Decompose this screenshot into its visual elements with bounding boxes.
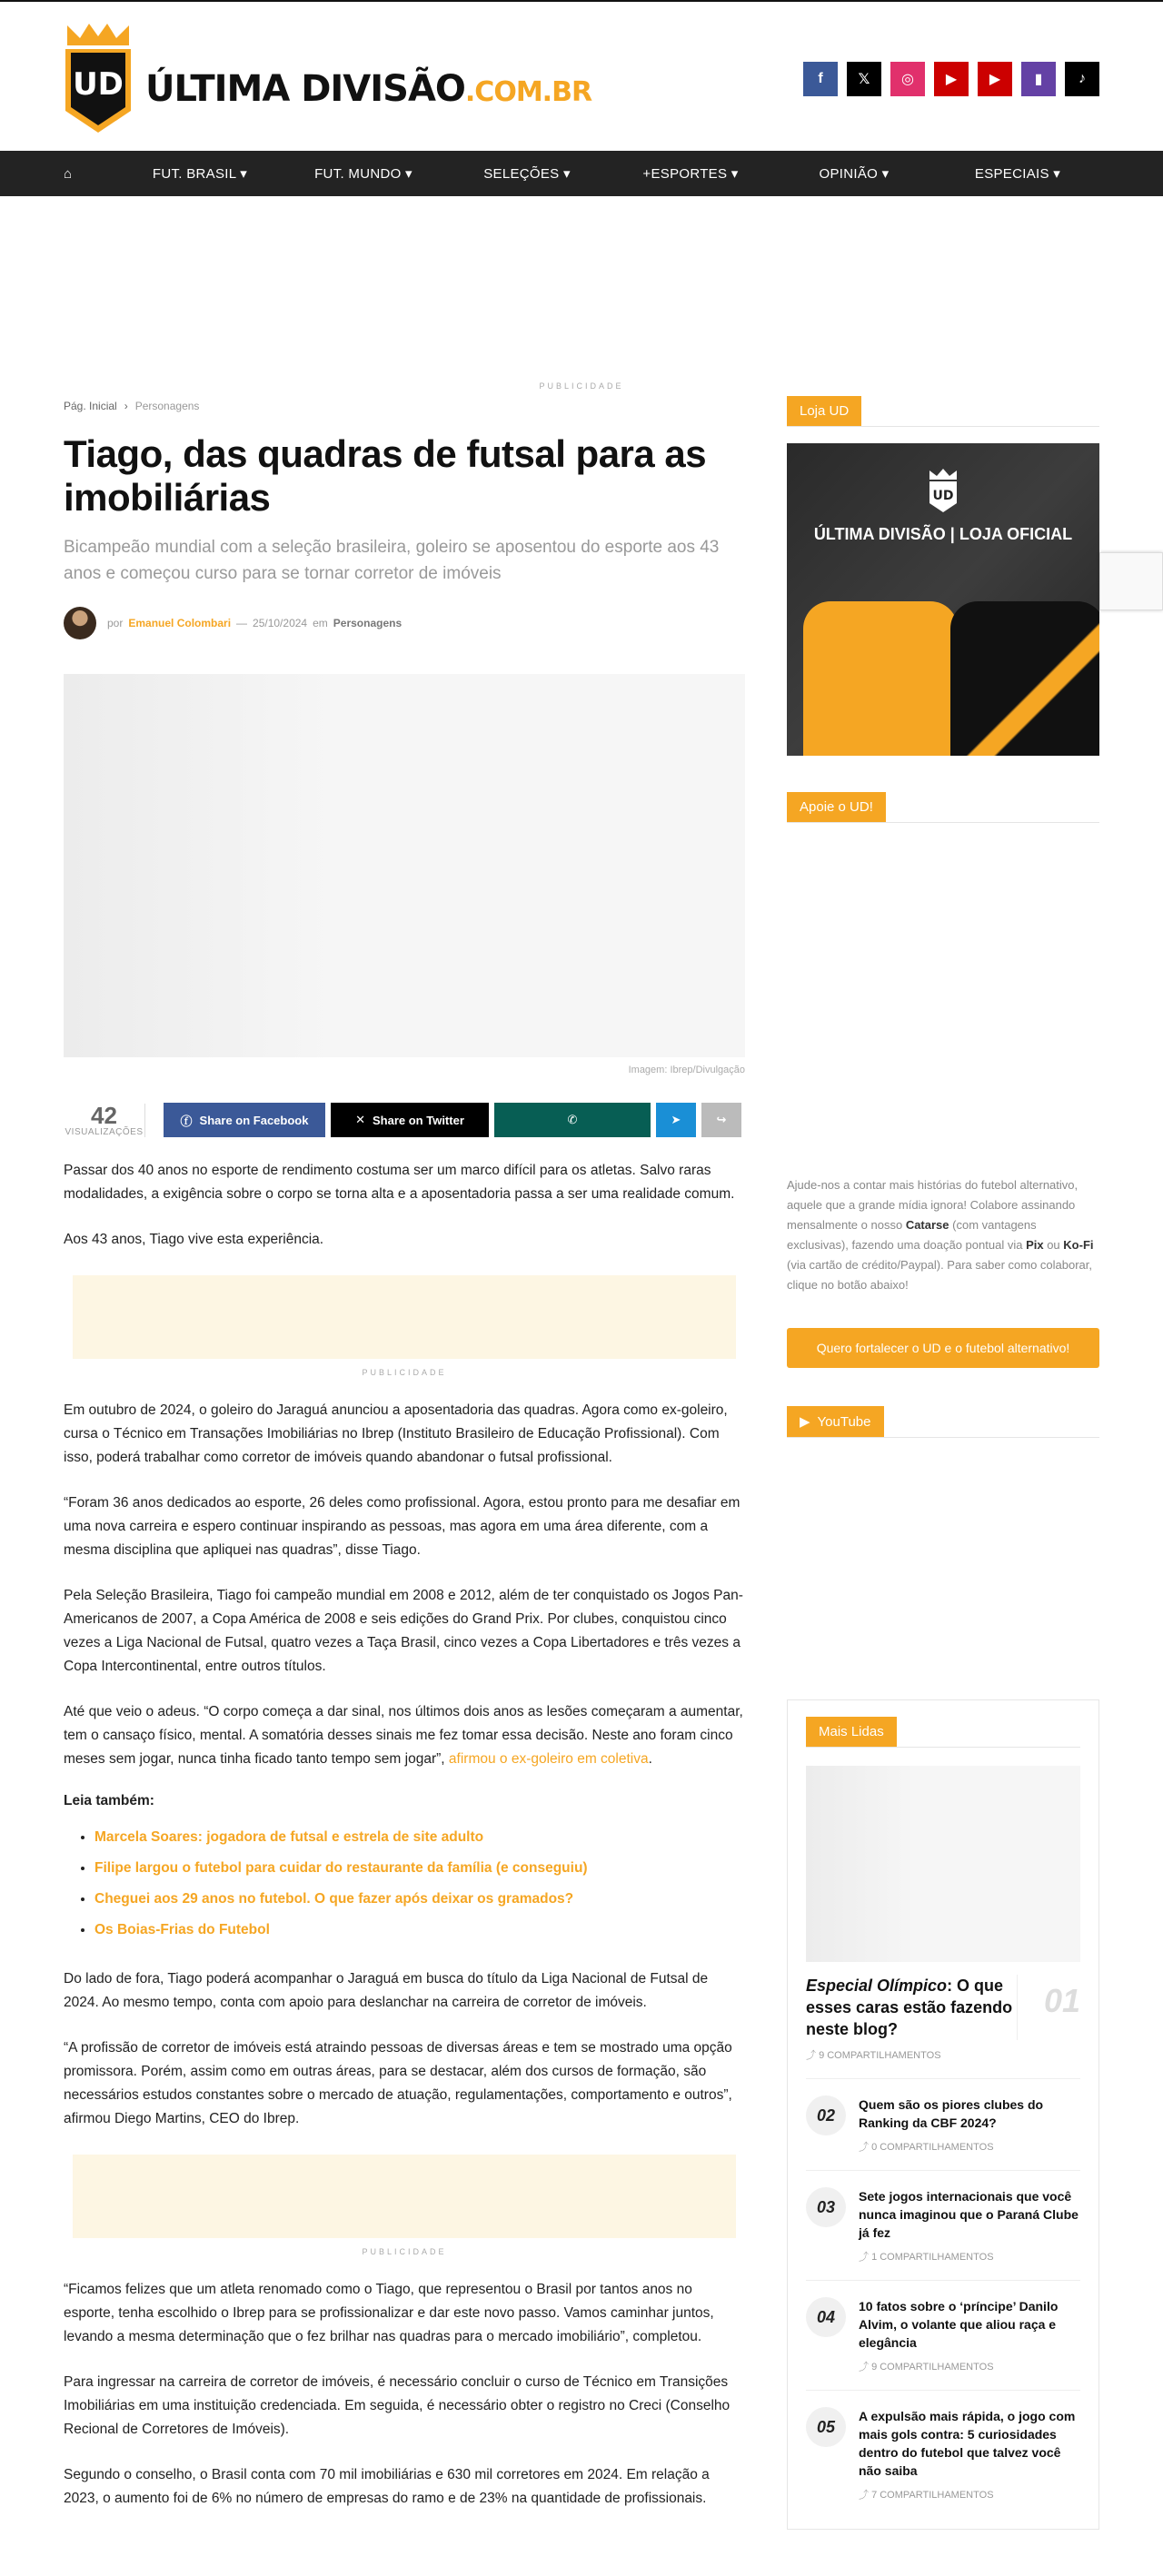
read-also-link[interactable]: • Os Boias-Frias do Futebol: [94, 1915, 745, 1946]
paragraph: Passar dos 40 anos no esporte de rendimento costuma ser um marco difícil para os atletas. Salvo raras modalidades, a exigência sobre o corpo se torna alta e a aposentadoria passa a ser uma realidade comum.: [64, 1163, 735, 1202]
read-also-link[interactable]: • Cheguei aos 29 anos no futebol. O que fazer após deixar os gramados?: [94, 1884, 745, 1915]
article-meta: [64, 607, 745, 639]
x-icon: ✕: [355, 1113, 365, 1126]
article-body: [64, 1159, 745, 2511]
share-twitter-button[interactable]: [331, 1103, 489, 1137]
telegram-icon: ➤: [671, 1113, 681, 1126]
share-icon: ↪: [716, 1113, 727, 1126]
paragraph: “Ficamos felizes que um atleta renomado como o Tiago, que representou o Brasil por tantos anos no esporte, tenha escolhido o Ibrep para se profissionalizar e dar este novo passo. Vamos caminhar juntos, levando a mesma determinação que o fez brilhar nas quadras para o mercado imobiliário”, completou.: [64, 2282, 714, 2344]
most-read-title-link[interactable]: [806, 1975, 1017, 2040]
author-link[interactable]: Emanuel Colombari: [128, 617, 232, 629]
site-logo[interactable]: [64, 20, 591, 136]
paragraph: Até que veio o adeus. “O corpo começa a dar sinal, nos últimos dois anos as lesões começaram a aumentar, tem o cansaço físico, mental. A somatória desses sinais me fez tomar essa decisão. Neste ano foram cinco meses sem jogar, nunca tinha ficado tanto tempo sem jogar”, afirmou o ex-goleiro em coletiva.: [64, 1704, 743, 1767]
share-count-text: 9 COMPARTILHAMENTOS: [871, 2362, 994, 2373]
share-icon: ⤴: [859, 2252, 869, 2263]
share-count: [859, 2359, 1080, 2373]
share-count-text: 0 COMPARTILHAMENTOS: [871, 2142, 994, 2153]
share-whatsapp-button[interactable]: [494, 1103, 651, 1137]
home-icon[interactable]: ⌂: [64, 165, 73, 182]
share-twitter-label: Share on Twitter: [373, 1113, 464, 1127]
chevron-right-icon: ›: [124, 400, 128, 412]
sidebar: [787, 396, 1099, 2530]
article-title: Tiago, das quadras de futsal para as imobiliárias: [64, 432, 707, 519]
coletiva-link[interactable]: afirmou o ex-goleiro em coletiva: [448, 1751, 649, 1767]
paragraph: Do lado de fora, Tiago poderá acompanhar o Jaraguá em busca do título da Liga Nacional de Futsal de 2024. Ao mesmo tempo, conta com apoio para deslanchar na carreira de corretor de imóveis.: [64, 1971, 709, 2010]
youtube-title-text: YouTube: [817, 1413, 871, 1430]
meta-separator: —: [236, 617, 248, 629]
paragraph: Aos 43 anos, Tiago vive esta experiência.: [64, 1232, 324, 1247]
share-more-button[interactable]: [701, 1103, 741, 1137]
share-bar: [64, 1103, 745, 1137]
share-count-text: 7 COMPARTILHAMENTOS: [871, 2490, 994, 2501]
share-count: [806, 2047, 1080, 2062]
nav-especiais[interactable]: ESPECIAIS ▾: [974, 166, 1061, 182]
site-header: [0, 2, 1163, 151]
inline-ad-slot: [73, 1275, 736, 1359]
facebook-icon[interactable]: f: [803, 62, 838, 96]
most-read-number: 01: [1017, 1975, 1080, 2040]
support-text-part: ou: [1047, 1238, 1060, 1252]
share-facebook-button[interactable]: [164, 1103, 325, 1137]
share-facebook-label: Share on Facebook: [199, 1113, 309, 1127]
most-read-number: 03: [806, 2187, 846, 2227]
kofi-label: Ko-Fi: [1063, 1238, 1094, 1252]
in-label: em: [313, 617, 328, 629]
most-read-title-prefix: Especial Olímpico: [806, 1977, 948, 1995]
article-subtitle: Bicampeão mundial com a seleção brasileira, goleiro se aposentou do esporte aos 43 anos e começou curso para se tornar corretor de imóveis: [64, 538, 720, 583]
paragraph: Em outubro de 2024, o goleiro do Jaraguá anunciou a aposentadoria das quadras. Agora como ex-goleiro, cursa o Técnico em Transações Imobiliárias no Ibrep (Instituto Brasileiro de Educação Profissional). Com isso, poderá trabalhar como corretor de imóveis quando abandonar o futsal profissional.: [64, 1402, 728, 1465]
recaptcha-badge[interactable]: [1099, 552, 1163, 610]
most-read-head: [806, 1717, 1080, 1748]
shop-widget-head: [787, 396, 1099, 427]
paragraph: Para ingressar na carreira de corretor de imóveis, é necessário concluir o curso de Técnico em Transições Imobiliárias em uma instituição credenciada. Em seguida, é necessário obter o registro no Creci (Conselho Recional de Corretores de Imóveis).: [64, 2374, 731, 2437]
most-read-title-link[interactable]: A expulsão mais rápida, o jogo com mais gols contra: 5 curiosidades dentro do futebol que talvez você não saiba: [859, 2409, 1076, 2478]
yellow-jersey: [803, 601, 958, 756]
youtube-icon: ▶: [800, 1414, 810, 1430]
most-read-item[interactable]: [806, 2390, 1080, 2502]
most-read-number: 04: [806, 2297, 846, 2337]
share-count: [859, 2139, 1080, 2154]
catarse-label: Catarse: [905, 1218, 949, 1232]
youtube-icon[interactable]: ▶: [934, 62, 969, 96]
share-count-text: 1 COMPARTILHAMENTOS: [871, 2252, 994, 2263]
support-text-part: (via cartão de crédito/Paypal). Para saber como colaborar, clique no botão abaixo!: [787, 1258, 1093, 1292]
most-read-item[interactable]: [806, 2078, 1080, 2154]
ad-label: PUBLICIDADE: [539, 381, 624, 391]
site-logo-text: ÚLTIMA DIVISÃO.COM.BR: [145, 68, 592, 110]
facebook-icon: ⓕ: [180, 1114, 193, 1128]
nav-fut-mundo[interactable]: FUT. MUNDO ▾: [314, 166, 413, 182]
inline-ad-slot: [73, 2155, 736, 2238]
share-count: [859, 2249, 1080, 2264]
read-also-list: [64, 1822, 745, 1946]
support-text-part: Ajude-nos a contar mais histórias do futebol alternativo, aquele que a grande mídia ignora! Colabore assinando mensalmente o nosso: [787, 1178, 1079, 1232]
most-read-title-rest: : O que esses caras estão fazendo neste blog?: [806, 1977, 1013, 2038]
support-button[interactable]: Quero fortalecer o UD e o futebol alternativo!: [787, 1328, 1099, 1368]
share-count-text: 9 COMPARTILHAMENTOS: [819, 2050, 941, 2061]
paragraph: Pela Seleção Brasileira, Tiago foi campeão mundial em 2008 e 2012, além de ter conquistado os Jogos Pan-Americanos de 2007, a Copa América de 2008 e seis edições do Grand Prix. Por clubes, conquistou cinco vezes a Liga Nacional de Futsal, quatro vezes a Taça Brasil, cinco vezes a Copa Libertadores e três vezes a Copa Intercontinental, entre outros títulos.: [64, 1588, 743, 1674]
shop-widget-title: Loja UD: [787, 396, 861, 426]
breadcrumb-current[interactable]: Personagens: [134, 400, 200, 412]
youtube2-icon[interactable]: ▶: [978, 62, 1012, 96]
nav-selecoes[interactable]: SELEÇÕES ▾: [483, 166, 571, 182]
image-credit: Imagem: Ibrep/Divulgação: [628, 1065, 745, 1075]
breadcrumb: [64, 400, 745, 412]
shield-letters: UD: [932, 489, 954, 503]
most-read-number: 02: [806, 2095, 846, 2135]
support-embed: [787, 848, 1099, 1175]
youtube-widget-head: [787, 1406, 1099, 1438]
shop-banner-text: ÚLTIMA DIVISÃO | LOJA OFICIAL: [813, 525, 1073, 543]
most-read-widget: [787, 1699, 1099, 2530]
read-also-heading: Leia também:: [64, 1793, 154, 1808]
most-read-title-link[interactable]: 10 fatos sobre o ‘príncipe’ Danilo Alvim, o volante que aliou raça e elegância: [859, 2299, 1059, 2350]
views-counter: [64, 1101, 145, 1137]
views-label: VISUALIZAÇÕES: [65, 1126, 144, 1137]
nav-opiniao[interactable]: OPINIÃO ▾: [819, 166, 890, 182]
nav-fut-brasil[interactable]: FUT. BRASIL ▾: [152, 166, 248, 182]
paragraph: Segundo o conselho, o Brasil conta com 70 mil imobiliárias e 630 mil corretores em 2024. Em relação a 2023, o aumento foi de 6% no número de empresas do ramo e de 23% na quantidade de profissionais.: [64, 2467, 710, 2506]
share-icon: ⤴: [806, 2050, 816, 2061]
category-link[interactable]: Personagens: [333, 617, 403, 629]
support-widget-head: [787, 792, 1099, 823]
most-read-title: Mais Lidas: [806, 1717, 897, 1747]
most-read-item[interactable]: [806, 2280, 1080, 2373]
most-read-item[interactable]: [806, 2170, 1080, 2264]
support-text: [787, 1175, 1099, 1295]
paragraph-text: Até que veio o adeus. “O corpo começa a dar sinal, nos últimos dois anos as lesões começaram a aumentar, tem o cansaço físico, mental. A somatória desses sinais me fez tomar essa decisão. Neste ano foram cinco meses sem jogar, nunca tinha ficado tanto tempo sem jogar”,: [64, 1704, 743, 1767]
share-icon: ⤴: [859, 2142, 869, 2153]
most-read-title-link[interactable]: Sete jogos internacionais que você nunca imaginou que o Paraná Clube já fez: [859, 2189, 1079, 2240]
author-avatar[interactable]: [64, 607, 96, 639]
share-icon: ⤴: [859, 2362, 869, 2373]
twitch-icon[interactable]: ▮: [1021, 62, 1056, 96]
by-label: por: [107, 617, 124, 629]
youtube-widget-title: [787, 1406, 884, 1437]
breadcrumb-home[interactable]: Pág. Inicial: [64, 400, 117, 412]
youtube-embed: [787, 1463, 1099, 1699]
shop-banner[interactable]: [787, 443, 1099, 756]
shield-logo-icon: [64, 20, 133, 136]
paragraph: “Foram 36 anos dedicados ao esporte, 26 deles como profissional. Agora, estou pronto para me desafiar em uma nova carreira e espero continuar inspirando as pessoas, mas agora em uma área diferente, com a mesma disciplina que apliquei nas quadras”, disse Tiago.: [64, 1495, 741, 1558]
share-telegram-button[interactable]: [656, 1103, 696, 1137]
nav-mais-esportes[interactable]: +ESPORTES ▾: [642, 166, 739, 182]
views-number: 42: [91, 1101, 117, 1129]
article: [64, 396, 745, 2530]
paragraph: “A profissão de corretor de imóveis está atraindo pessoas de diversas áreas e tem se mostrado uma opção promissora. Porém, assim como em outras áreas, para se destacar, além dos cursos de formação, são necessários estudos constantes sobre o mercado de atuação, regulamentações, comportamento e outros”, afirmou Diego Martins, CEO do Ibrep.: [64, 2040, 732, 2126]
most-read-title-link[interactable]: Quem são os piores clubes do Ranking da CBF 2024?: [859, 2097, 1044, 2130]
most-read-image[interactable]: [806, 1766, 1080, 1962]
read-also-link[interactable]: • Marcela Soares: jogadora de futsal e estrela de site adulto: [94, 1822, 745, 1853]
ad-label: PUBLICIDADE: [362, 2247, 447, 2256]
main-navigation: [0, 151, 1163, 196]
tiktok-icon[interactable]: ♪: [1065, 62, 1099, 96]
svg-text:UD: UD: [73, 66, 124, 103]
ad-label: PUBLICIDADE: [362, 1368, 447, 1377]
pix-label: Pix: [1026, 1238, 1044, 1252]
publish-date: 25/10/2024: [253, 617, 308, 629]
shield-logo-icon: [928, 467, 959, 514]
top-ad-slot: [0, 196, 1163, 396]
instagram-icon[interactable]: ◎: [890, 62, 925, 96]
featured-image: [64, 674, 745, 1057]
most-read-number: 05: [806, 2407, 846, 2447]
support-text-part: (com vantagens exclusivas), fazendo uma doação pontual via: [787, 1218, 1037, 1252]
share-count: [859, 2487, 1080, 2502]
black-jersey: [950, 601, 1099, 756]
share-icon: ⤴: [859, 2490, 869, 2501]
most-read-item[interactable]: [806, 1975, 1080, 2040]
read-also-link[interactable]: • Filipe largou o futebol para cuidar do restaurante da família (e conseguiu): [94, 1853, 745, 1884]
x-icon[interactable]: 𝕏: [847, 62, 881, 96]
social-links: [803, 62, 1099, 96]
support-widget-title: Apoie o UD!: [787, 792, 886, 822]
whatsapp-icon: ✆: [567, 1113, 578, 1126]
